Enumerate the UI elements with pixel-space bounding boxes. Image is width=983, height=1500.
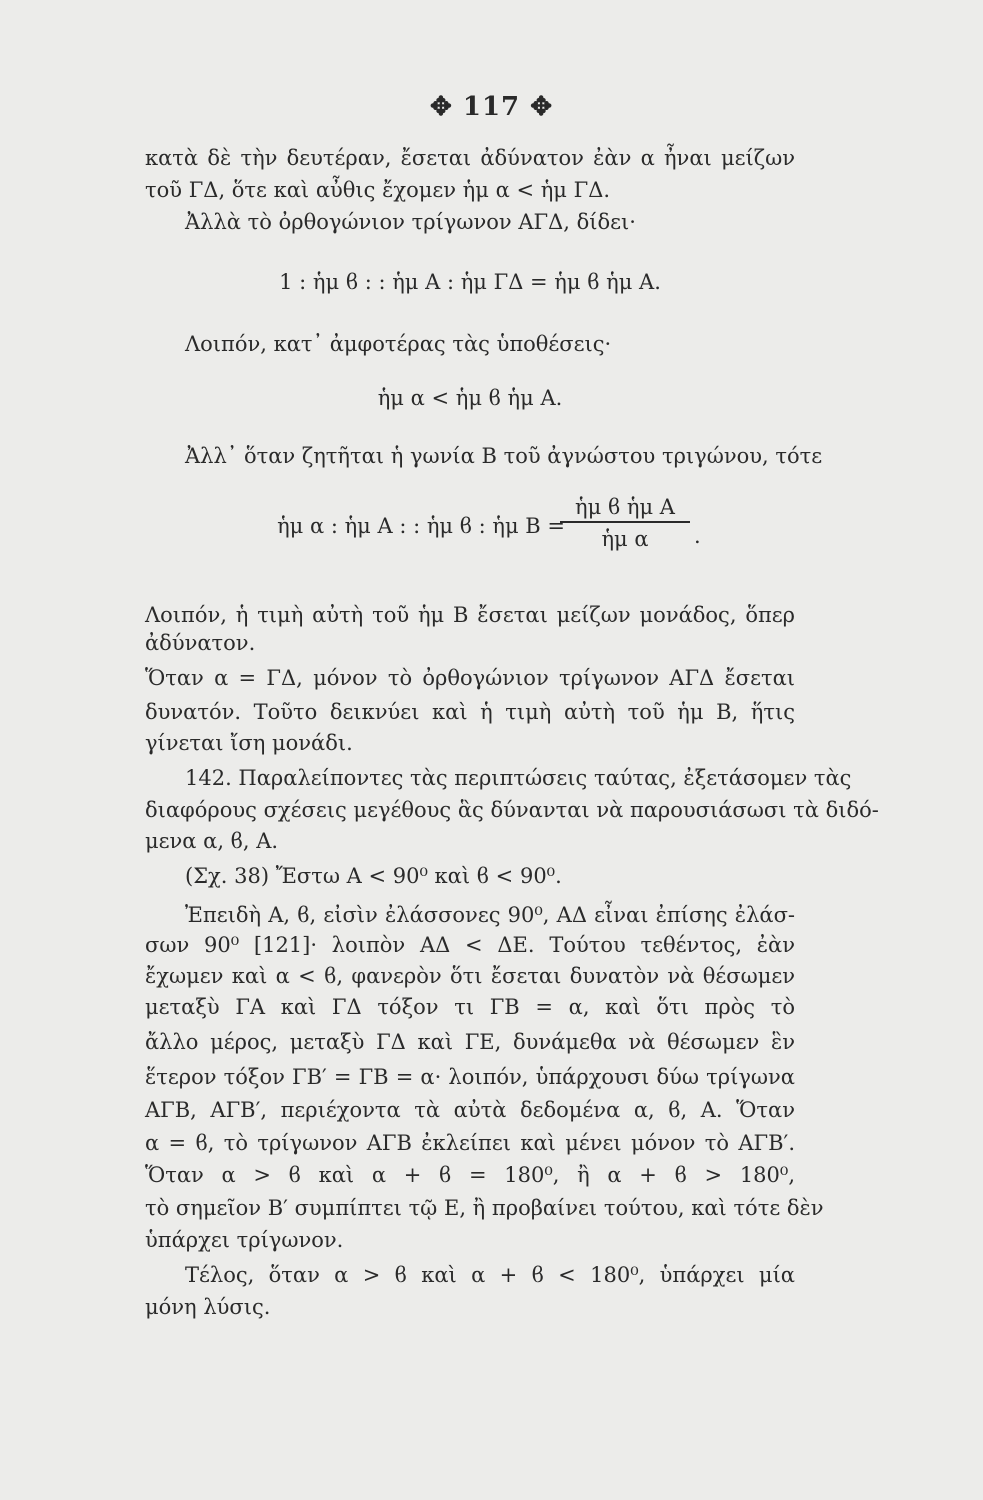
- text-line: Ὅταν α = ΓΔ, μόνον τὸ ὀρθογώνιον τρίγωνον ΑΓΔ ἔσεται: [145, 666, 795, 690]
- text-line: διαφόρους σχέσεις μεγέθους ἃς δύνανται νὰ παρουσιάσωσι τὰ διδό-: [145, 798, 879, 822]
- fraction-end: .: [694, 524, 701, 548]
- text-line: (Σχ. 38) Ἔστω Α < 90⁰ καὶ ϐ < 90⁰.: [185, 864, 562, 888]
- ornament-right-icon: ✥: [520, 92, 553, 122]
- proportion-line: ἡμ α : ἡμ Α : : ἡμ ϐ : ἡμ Β =: [277, 514, 565, 538]
- text-line: ἀδύνατον.: [145, 631, 256, 655]
- text-line: κατὰ δὲ τὴν δευτέραν, ἔσεται ἀδύνατον ἐὰν α ἦναι μείζων: [145, 146, 795, 170]
- text-line: Ὅταν α > ϐ καὶ α + ϐ = 180⁰, ἢ α + ϐ > 180⁰,: [145, 1163, 795, 1187]
- text-line: α = ϐ, τὸ τρίγωνον ΑΓΒ ἐκλείπει καὶ μένει μόνον τὸ ΑΓΒ′.: [145, 1131, 795, 1155]
- fraction-denominator: ἡμ α: [601, 527, 649, 551]
- text-line: μόνη λύσις.: [145, 1295, 271, 1319]
- page-number: [0, 92, 983, 122]
- text-line: δυνατόν. Τοῦτο δεικνύει καὶ ἡ τιμὴ αὐτὴ τοῦ ἡμ Β, ἥτις: [145, 700, 795, 724]
- text-line: ἔχωμεν καὶ α < ϐ, φανερὸν ὅτι ἔσεται δυνατὸν νὰ θέσωμεν: [145, 964, 795, 988]
- text-line: ἄλλο μέρος, μεταξὺ ΓΔ καὶ ΓΕ, δυνάμεθα νὰ θέσωμεν ἓν: [145, 1030, 795, 1054]
- text-line: ΑΓΒ, ΑΓΒ′, περιέχοντα τὰ αὐτὰ δεδομένα α, ϐ, Α. Ὅταν: [145, 1098, 795, 1122]
- text-line: τὸ σημεῖον Β′ συμπίπτει τῷ Ε, ἢ προβαίνει τούτου, καὶ τότε δὲν: [145, 1196, 824, 1220]
- text-line: μενα α, ϐ, Α.: [145, 829, 279, 853]
- fraction: [560, 495, 690, 551]
- text-line: Λοιπόν, κατ᾽ ἀμφοτέρας τὰς ὑποθέσεις·: [185, 332, 612, 356]
- text-line: Τέλος, ὅταν α > ϐ καὶ α + ϐ < 180⁰, ὑπάρχει μία: [185, 1263, 795, 1287]
- page-number-text: 117: [462, 92, 521, 122]
- text-line: μεταξὺ ΓΑ καὶ ΓΔ τόξον τι ΓΒ = α, καὶ ὅτι πρὸς τὸ: [145, 995, 795, 1019]
- fraction-numerator: ἡμ ϐ ἡμ Α: [560, 495, 690, 523]
- paragraph-142-start: 142. Παραλείποντες τὰς περιπτώσεις ταύτας, ἐξετάσομεν τὰς: [185, 766, 852, 790]
- text-line: Ἀλλὰ τὸ ὀρθογώνιον τρίγωνον ΑΓΔ, δίδει·: [185, 210, 636, 234]
- text-line: Λοιπόν, ἡ τιμὴ αὐτὴ τοῦ ἡμ Β ἔσεται μείζων μονάδος, ὅπερ: [145, 603, 795, 627]
- text-line: Ἀλλ᾽ ὅταν ζητῆται ἡ γωνία Β τοῦ ἀγνώστου τριγώνου, τότε: [185, 444, 823, 468]
- text-line: σων 90⁰ [121]· λοιπὸν ΑΔ < ΔΕ. Τούτου τεθέντος, ἐὰν: [145, 933, 795, 957]
- text-line: ὑπάρχει τρίγωνον.: [145, 1228, 344, 1252]
- equation-line: ἡμ α < ἡμ ϐ ἡμ Α.: [377, 386, 563, 410]
- equation-line: 1 : ἡμ ϐ : : ἡμ Α : ἡμ ΓΔ = ἡμ ϐ ἡμ Α.: [279, 270, 661, 294]
- ornament-left-icon: ✥: [430, 92, 463, 122]
- text-line: τοῦ ΓΔ, ὅτε καὶ αὖθις ἔχομεν ἡμ α < ἡμ ΓΔ.: [145, 178, 611, 202]
- text-line: γίνεται ἴση μονάδι.: [145, 731, 353, 755]
- text-line: Ἐπειδὴ Α, ϐ, εἰσὶν ἐλάσσονες 90⁰, ΑΔ εἶναι ἐπίσης ἐλάσ-: [185, 903, 795, 927]
- text-line: ἕτερον τόξον ΓΒ′ = ΓΒ = α· λοιπόν, ὑπάρχουσι δύω τρίγωνα: [145, 1065, 795, 1089]
